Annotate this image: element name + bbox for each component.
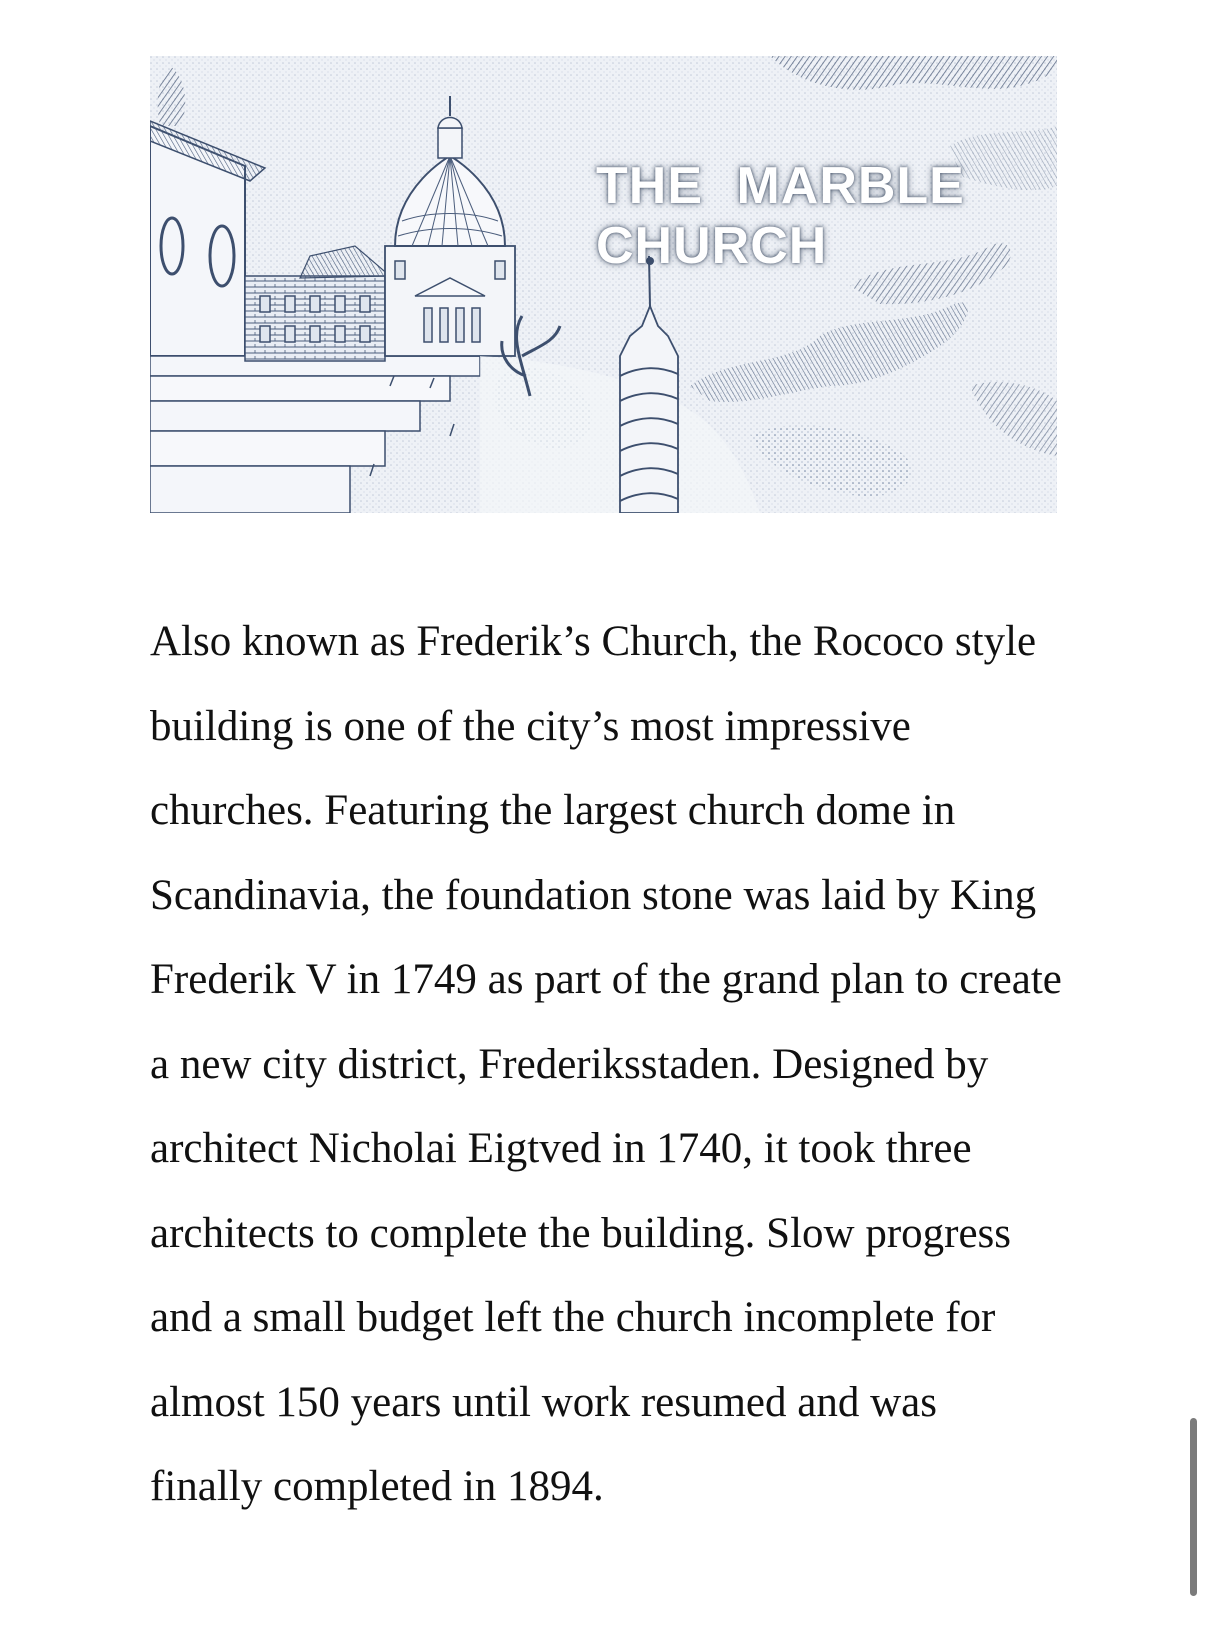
article-body bbox=[150, 600, 1065, 1530]
hero-title: THE MARBLE CHURCH bbox=[596, 157, 965, 275]
hero-banner bbox=[150, 56, 1057, 513]
article-paragraph-main: Also known as Frederik’s Church, the Rococo style building is one of the city’s most impressive churches. Featuring the largest church dome in Scandinavia, the foundation stone was laid by King Frederik V in 1749 as part of the grand plan to create a new city district, Frederiksstaden. Designed by architect Nicholai Eigtved in 1740, it took three architects to complete the building. Slow progress and a small budget left the church incomplete for almost 150 years until work resumed and was bbox=[150, 618, 1062, 1426]
marble-church-illustration bbox=[150, 56, 1057, 513]
scroll-indicator[interactable] bbox=[1190, 1418, 1197, 1596]
article-paragraph-tail: finally completed in 1894. bbox=[150, 1463, 604, 1510]
